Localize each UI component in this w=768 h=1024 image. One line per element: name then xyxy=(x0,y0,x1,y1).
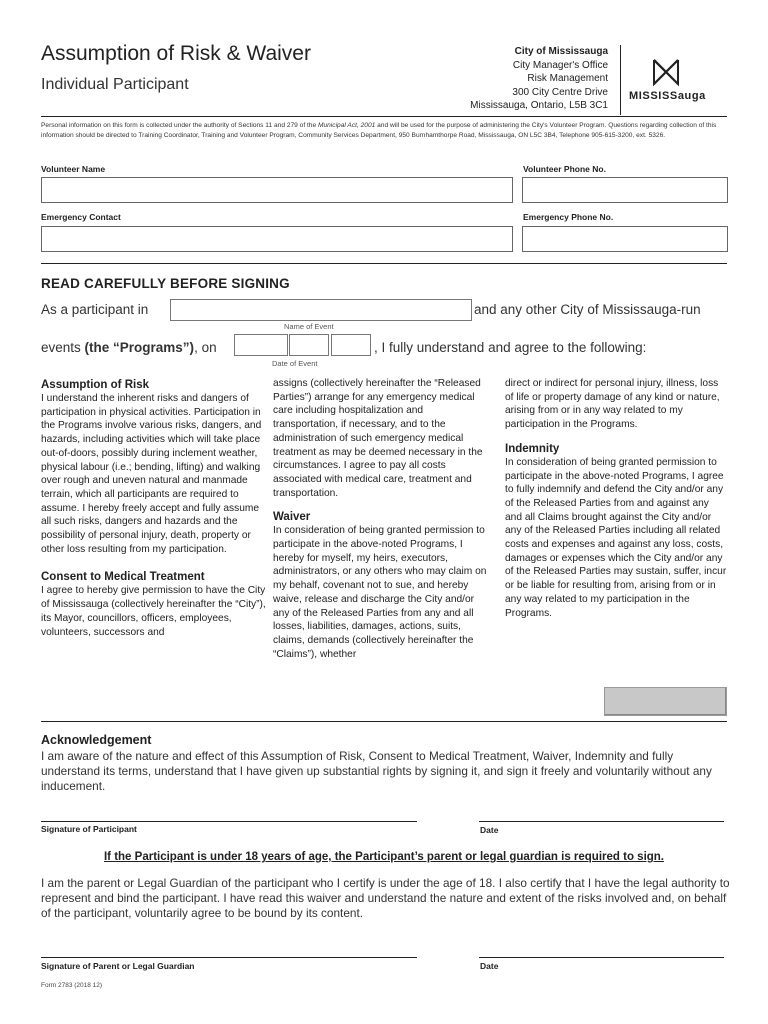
column-3 xyxy=(505,377,728,620)
participant-line-end: and any other City of Mississauga-run xyxy=(474,302,701,317)
form-subtitle: Individual Participant xyxy=(41,76,189,93)
clear-form-button[interactable] xyxy=(604,687,727,716)
emergency-phone-field[interactable] xyxy=(522,226,728,252)
form-number: Form 2783 (2018 12) xyxy=(41,982,103,989)
column-2 xyxy=(273,377,491,661)
consent-text: I agree to hereby give permission to have the City of Mississauga (collectively hereinafter the “City”), its Mayor, councillors, officers, employees, volunteers, successors and xyxy=(41,585,266,638)
guardian-date-line[interactable] xyxy=(479,957,724,958)
assumption-heading: Assumption of Risk xyxy=(41,379,149,391)
volunteer-name-label: Volunteer Name xyxy=(41,164,106,174)
privacy-notice: Personal information on this form is collected under the authority of Sections 11 and 279 of the Municipal Act, 2001 and will be used for the purpose of administering the City's Volunteer Program. Questions regarding collection of this information should be directed to Training Coordinator, Training and Volunteer Program, Community Services Department, 950 Burnhamthorpe Road, Mississauga, ON L5C 3B4, Telephone 905-615-3200, ext. 5326. xyxy=(41,122,717,139)
office-division: Risk Management xyxy=(527,73,608,85)
volunteer-phone-field[interactable] xyxy=(522,177,728,203)
office-city-postal: Mississauga, Ontario, L5B 3C1 xyxy=(470,100,608,112)
acknowledgement-text: I am aware of the nature and effect of this Assumption of Risk, Consent to Medical Treatment, Waiver, Indemnity and fully understand its terms, understand that I have given up substantial rights by signing it, and sign it freely and voluntarily without any inducement. xyxy=(41,749,712,793)
waiver-text-continued: direct or indirect for personal injury, illness, loss of life or property damage of any kind or nature, arising from or in any way related to my participation in the Programs. xyxy=(505,378,720,431)
participant-signature-label: Signature of Participant xyxy=(41,824,137,834)
office-street: 300 City Centre Drive xyxy=(512,86,608,98)
emergency-contact-label: Emergency Contact xyxy=(41,212,121,222)
waiver-text: In consideration of being granted permission to participate in the above-noted Programs, I hereby for myself, my heirs, executors, administrators, or any others who may claim on my behalf, covenant not to sue, and hereby waive, release and discharge the City and/or any of the Released Parties from any and all losses, liabilities, damages, actions, suits, claims, demands (collectively hereinafter the “Claims”), whether xyxy=(273,525,487,660)
guardian-signature-label: Signature of Parent or Legal Guardian xyxy=(41,961,195,971)
guardian-date-label: Date xyxy=(480,961,499,971)
waiver-heading: Waiver xyxy=(273,511,311,524)
event-date-year-field[interactable] xyxy=(331,334,371,356)
indemnity-heading: Indemnity xyxy=(505,442,560,455)
form-title: Assumption of Risk & Waiver xyxy=(41,42,311,65)
logo-wordmark: MISSISSauga xyxy=(629,90,706,102)
event-date-day-field[interactable] xyxy=(234,334,288,356)
column-1 xyxy=(41,375,266,639)
event-name-field[interactable] xyxy=(170,299,472,321)
participant-line-start: As a participant in xyxy=(41,302,149,317)
participant-line-agree: , I fully understand and agree to the following: xyxy=(374,340,647,355)
indemnity-text: In consideration of being granted permission to participate in the above-noted Programs, I agree to fully indemnify and defend the City and/or any of the Released Parties from and against any and all Claims brought against the City and/or any of the Released Parties including all related costs and expenses and against any loss, costs, damages or expenses which the City and/or any of the Released Parties may sustain, suffer, incur or be liable for resulting from, arising from or in any way related to my participation in the Programs. xyxy=(505,456,727,619)
participant-date-label: Date xyxy=(480,825,499,835)
consent-text-continued: assigns (collectively hereinafter the “Released Parties”) arrange for any emergency medical care including hospitalization and transportation, if necessary, and to the administration of such emergency medical treatment as may be deemed necessary in the circumstances. I agree to pay all costs associated with medical care, treatment and transportation. xyxy=(273,378,483,499)
emergency-phone-label: Emergency Phone No. xyxy=(523,212,614,222)
volunteer-phone-label: Volunteer Phone No. xyxy=(523,164,606,174)
acknowledgement-heading: Acknowledgement xyxy=(41,733,152,747)
assumption-text: I understand the inherent risks and dangers of participation in physical activities. Participation in the Programs involve various risks, dangers, and hazards, including activities which will take place out-of-doors, possibly during inclement weather, physical labour (i.e.; bending, lifting) and walking over rough and uneven natural and manmade terrain, which all participants are required to assume. I hereby freely accept and fully assume all such risks, dangers and hazards and the possibility of personal injury, death, property or other loss resulting from my participation. xyxy=(41,393,262,555)
office-dept: City Manager's Office xyxy=(512,59,608,71)
participant-date-line[interactable] xyxy=(479,821,724,822)
guardian-statement: I am the parent or Legal Guardian of the participant who I certify is under the age of 18. I also certify that I have the legal authority to represent and bind the participant. I have read this waiver and understand the nature and extent of the risks involved and, on behalf of the participant, voluntarily agree to be bound by its content. xyxy=(41,876,730,920)
minor-notice: If the Participant is under 18 years of age, the Participant’s parent or legal guardian is required to sign. xyxy=(103,851,665,863)
event-date-caption: Date of Event xyxy=(272,359,318,368)
ack-rule xyxy=(41,721,727,722)
section-rule xyxy=(41,263,727,264)
event-name-caption: Name of Event xyxy=(284,322,334,331)
office-address xyxy=(470,45,608,113)
guardian-signature-line[interactable] xyxy=(41,957,417,958)
emergency-contact-field[interactable] xyxy=(41,226,513,252)
participant-line-events: events (the “Programs”), on xyxy=(41,340,217,355)
volunteer-name-field[interactable] xyxy=(41,177,513,203)
office-city: City of Mississauga xyxy=(514,46,608,57)
participant-signature-line[interactable] xyxy=(41,821,417,822)
read-carefully-heading: READ CAREFULLY BEFORE SIGNING xyxy=(41,276,290,291)
header-rule xyxy=(41,116,727,117)
event-date-month-field[interactable] xyxy=(289,334,329,356)
consent-heading: Consent to Medical Treatment xyxy=(41,571,205,584)
header-divider xyxy=(620,45,621,115)
